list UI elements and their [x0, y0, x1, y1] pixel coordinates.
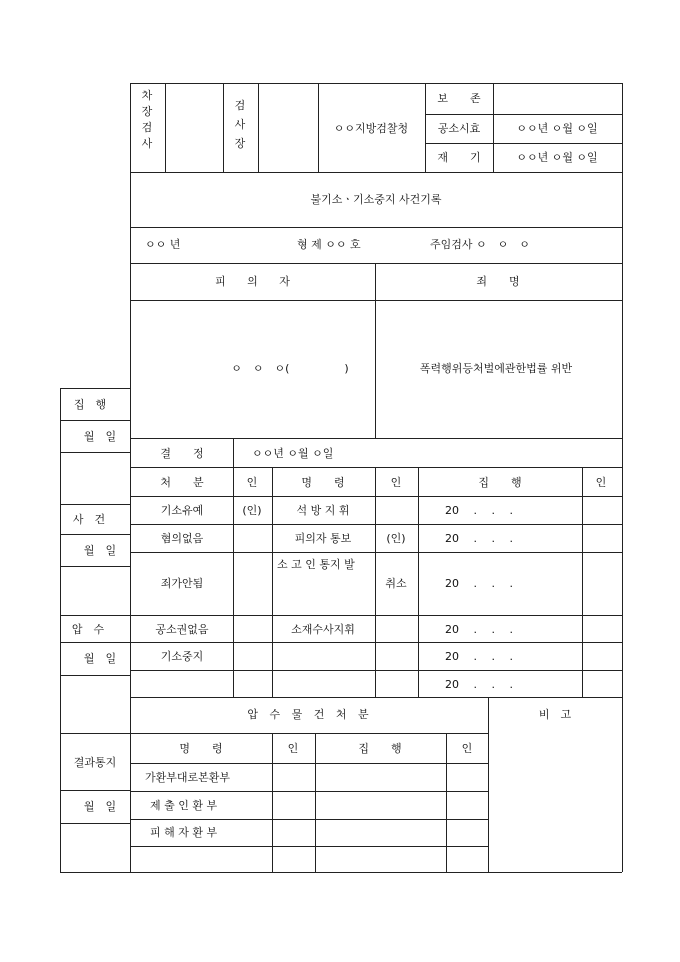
seizure-execution-header: 집 행: [358, 742, 402, 755]
seal-header-3: 인: [595, 476, 607, 489]
order-cell: 소재수사지휘: [291, 623, 355, 636]
chief-prosecutor-label: 검 사 장: [234, 99, 246, 150]
execution-cell: 20 . . .: [445, 678, 513, 691]
charge-value: 폭력행위등처벌에관한법률 위반: [419, 362, 573, 375]
dispose-header: 처 분: [160, 476, 204, 489]
side-case-date: 월 일: [83, 544, 117, 557]
execution-cell: 20 . . .: [445, 650, 513, 663]
dispose-cell: 죄가안됨: [160, 577, 204, 590]
seizure-header: 압 수 물 건 처 분: [247, 708, 373, 721]
dispose-cell: 기소유예: [160, 504, 204, 517]
prosecutor-in-charge: 주임검사 ㅇ ㅇ ㅇ: [430, 238, 530, 251]
seal-cell: (인): [242, 504, 262, 517]
seizure-row-label: 피 해 자 환 부: [150, 826, 218, 839]
suspect-header: 피 의 자: [215, 275, 299, 288]
order-header: 명 령: [301, 476, 345, 489]
execution-cell: 20 . . .: [445, 504, 513, 517]
seal-cell: (인): [386, 532, 406, 545]
retention-label: 보 존: [437, 92, 481, 105]
reopen-label: 재 기: [437, 151, 481, 164]
order-cell: 석 방 지 휘: [296, 504, 350, 517]
charge-header: 죄 명: [476, 275, 520, 288]
seal-header-1: 인: [246, 476, 258, 489]
seizure-row-label: 제 출 인 환 부: [150, 799, 218, 812]
statute-limitation-value: ㅇㅇ년 ㅇ월 ㅇ일: [516, 122, 598, 135]
dispose-cell: 기소중지: [160, 650, 204, 663]
statute-limitation-label: 공소시효: [437, 122, 481, 135]
reopen-value: ㅇㅇ년 ㅇ월 ㅇ일: [516, 151, 598, 164]
side-result-label: 결과통지: [73, 756, 117, 769]
decision-label: 결 정: [160, 447, 204, 460]
side-result-date: 월 일: [83, 800, 117, 813]
form-title: 불기소ㆍ기소중지 사건기록: [310, 193, 442, 206]
execution-cell: 20 . . .: [445, 577, 513, 590]
side-execution-date: 월 일: [83, 430, 117, 443]
dispose-cell: 혐의없음: [160, 532, 204, 545]
office-name: ㅇㅇ지방검찰청: [333, 122, 409, 135]
seizure-seal-header-1: 인: [287, 742, 299, 755]
seizure-order-header: 명 령: [179, 742, 223, 755]
execution-cell: 20 . . .: [445, 532, 513, 545]
side-seizure-date: 월 일: [83, 652, 117, 665]
dispose-cell: 공소권없음: [155, 623, 209, 636]
case-year: ㅇㅇ 년: [145, 238, 181, 251]
seizure-seal-header-2: 인: [461, 742, 473, 755]
remarks-header: 비 고: [538, 708, 572, 721]
side-seizure-label: 압 수: [71, 623, 105, 636]
case-number: 형 제 ㅇㅇ 호: [297, 238, 361, 251]
suspect-name: ㅇ ㅇ ㅇ( ): [231, 362, 349, 375]
order-cell: 소 고 인 통지 발: [277, 558, 355, 571]
decision-date: ㅇㅇ년 ㅇ월 ㅇ일: [252, 447, 334, 460]
execution-cell: 20 . . .: [445, 623, 513, 636]
execution-header: 집 행: [478, 476, 522, 489]
order-cell: 피의자 통보: [294, 532, 352, 545]
side-case-label: 사 건: [72, 513, 106, 526]
side-execution-label: 집 행: [73, 398, 107, 411]
seal-cell: 취소: [385, 577, 407, 590]
seizure-row-label: 가환부대로본환부: [145, 771, 231, 784]
seal-header-2: 인: [390, 476, 402, 489]
deputy-prosecutor-label: 차 장 검 사: [141, 89, 153, 150]
